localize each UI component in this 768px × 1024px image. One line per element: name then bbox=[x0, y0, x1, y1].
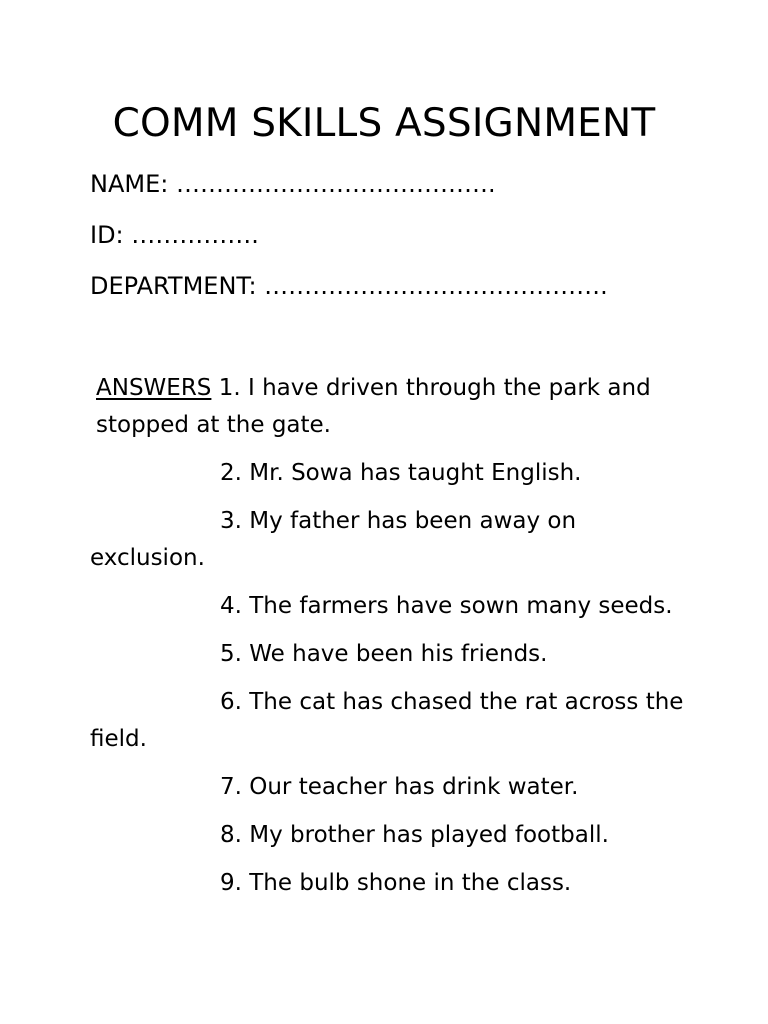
answer-3-text: 3. My father has been away on exclusion. bbox=[90, 508, 577, 571]
answer-5-text: 5. We have been his friends. bbox=[220, 641, 548, 667]
answer-2-text: 2. Mr. Sowa has taught English. bbox=[220, 460, 582, 486]
answer-8-text: 8. My brother has played football. bbox=[220, 822, 609, 848]
name-field: NAME: …………………………………. bbox=[90, 170, 496, 198]
id-field: ID: ……………. bbox=[90, 221, 259, 249]
document-title: COMM SKILLS ASSIGNMENT bbox=[112, 101, 656, 146]
answer-4-text: 4. The farmers have sown many seeds. bbox=[220, 593, 673, 619]
department-field: DEPARTMENT: ……………………………………. bbox=[90, 272, 608, 300]
answer-8 bbox=[90, 817, 690, 854]
answer-3 bbox=[90, 503, 690, 577]
answer-9 bbox=[90, 865, 690, 902]
answer-7 bbox=[90, 769, 690, 806]
answer-9-text: 9. The bulb shone in the class. bbox=[220, 870, 572, 896]
answer-6-text: 6. The cat has chased the rat across the field. bbox=[90, 689, 684, 752]
answer-4 bbox=[90, 588, 690, 625]
answer-1 bbox=[96, 370, 696, 444]
answer-5 bbox=[90, 636, 690, 673]
answer-1-text: 1. I have driven through the park and stopped at the gate. bbox=[96, 375, 651, 438]
answer-7-text: 7. Our teacher has drink water. bbox=[220, 774, 579, 800]
answer-6 bbox=[90, 684, 690, 758]
answers-heading: ANSWERS bbox=[96, 375, 212, 401]
answer-2 bbox=[90, 455, 690, 492]
